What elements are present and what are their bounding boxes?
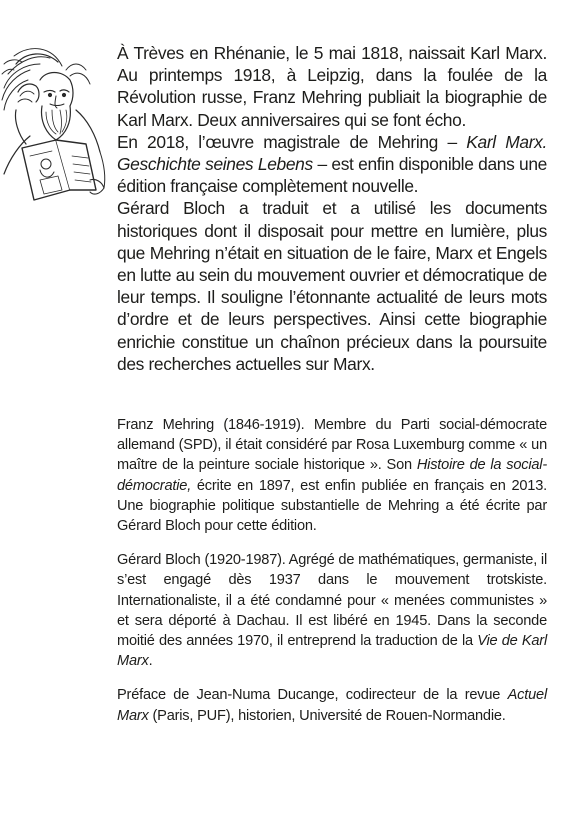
translation-paragraph: Gérard Bloch a traduit et a utilisé les documents historiques dont il disposait pour mettre en lumière, plus que Mehring n’était en situation de le faire, Marx et Engels en lutte au sein du mouvement ouvrier et démocratique de leur temps. Il souligne l’étonnante actualité de leurs mots d’ordre et de leurs perspectives. Ainsi cette biographie enrichie constitue un chaînon précieux dans la poursuite des recherches actuelles sur Marx. xyxy=(117,198,547,374)
main-description xyxy=(117,42,547,375)
mehring-bio: Franz Mehring (1846-1919). Membre du Parti social-démocrate allemand (SPD), il était considéré par Rosa Luxemburg comme « un maître de la peinture sociale historique ». Son Histoire de la social-démocratie, écrite en 1897, est enfin publiée en français en 2013. Une biographie politique substantielle de Mehring a été écrite par Gérard Bloch pour cette édition. xyxy=(117,417,547,535)
intro-paragraph: À Trèves en Rhénanie, le 5 mai 1818, naissait Karl Marx. Au printemps 1918, à Leipzig, dans la foulée de la Révolution russe, Franz Mehring publiait la biographie de Karl Marx. Deux anniversaires qui se font écho. xyxy=(117,43,547,130)
edition-paragraph: En 2018, l’œuvre magistrale de Mehring – Karl Marx. Geschichte seines Lebens – est enfin disponible dans une édition française complètement nouvelle. xyxy=(117,131,547,197)
mehring-book-title: Histoire de la social-démocratie, xyxy=(117,457,547,494)
journal-title: Actuel Marx xyxy=(117,687,547,724)
bloch-book-title: Vie de Karl Marx xyxy=(117,633,547,670)
book-title: Karl Marx. Geschichte seines Lebens xyxy=(117,131,547,175)
preface-note: Préface de Jean-Numa Ducange, codirecteur de la revue Actuel Marx (Paris, PUF), historien, Université de Rouen-Normandie. xyxy=(117,687,547,724)
author-bios xyxy=(117,415,547,726)
karl-marx-reading-portrait-icon xyxy=(0,40,108,208)
bloch-bio: Gérard Bloch (1920-1987). Agrégé de mathématiques, germaniste, il s’est engagé dès 1937 dans le mouvement trotskiste. Internationaliste, il a été condamné pour « menées communistes » et sera déporté à Dachau. Il est libéré en 1945. Dans la seconde moitié des années 1970, il entreprend la traduction de la Vie de Karl Marx. xyxy=(117,552,547,670)
